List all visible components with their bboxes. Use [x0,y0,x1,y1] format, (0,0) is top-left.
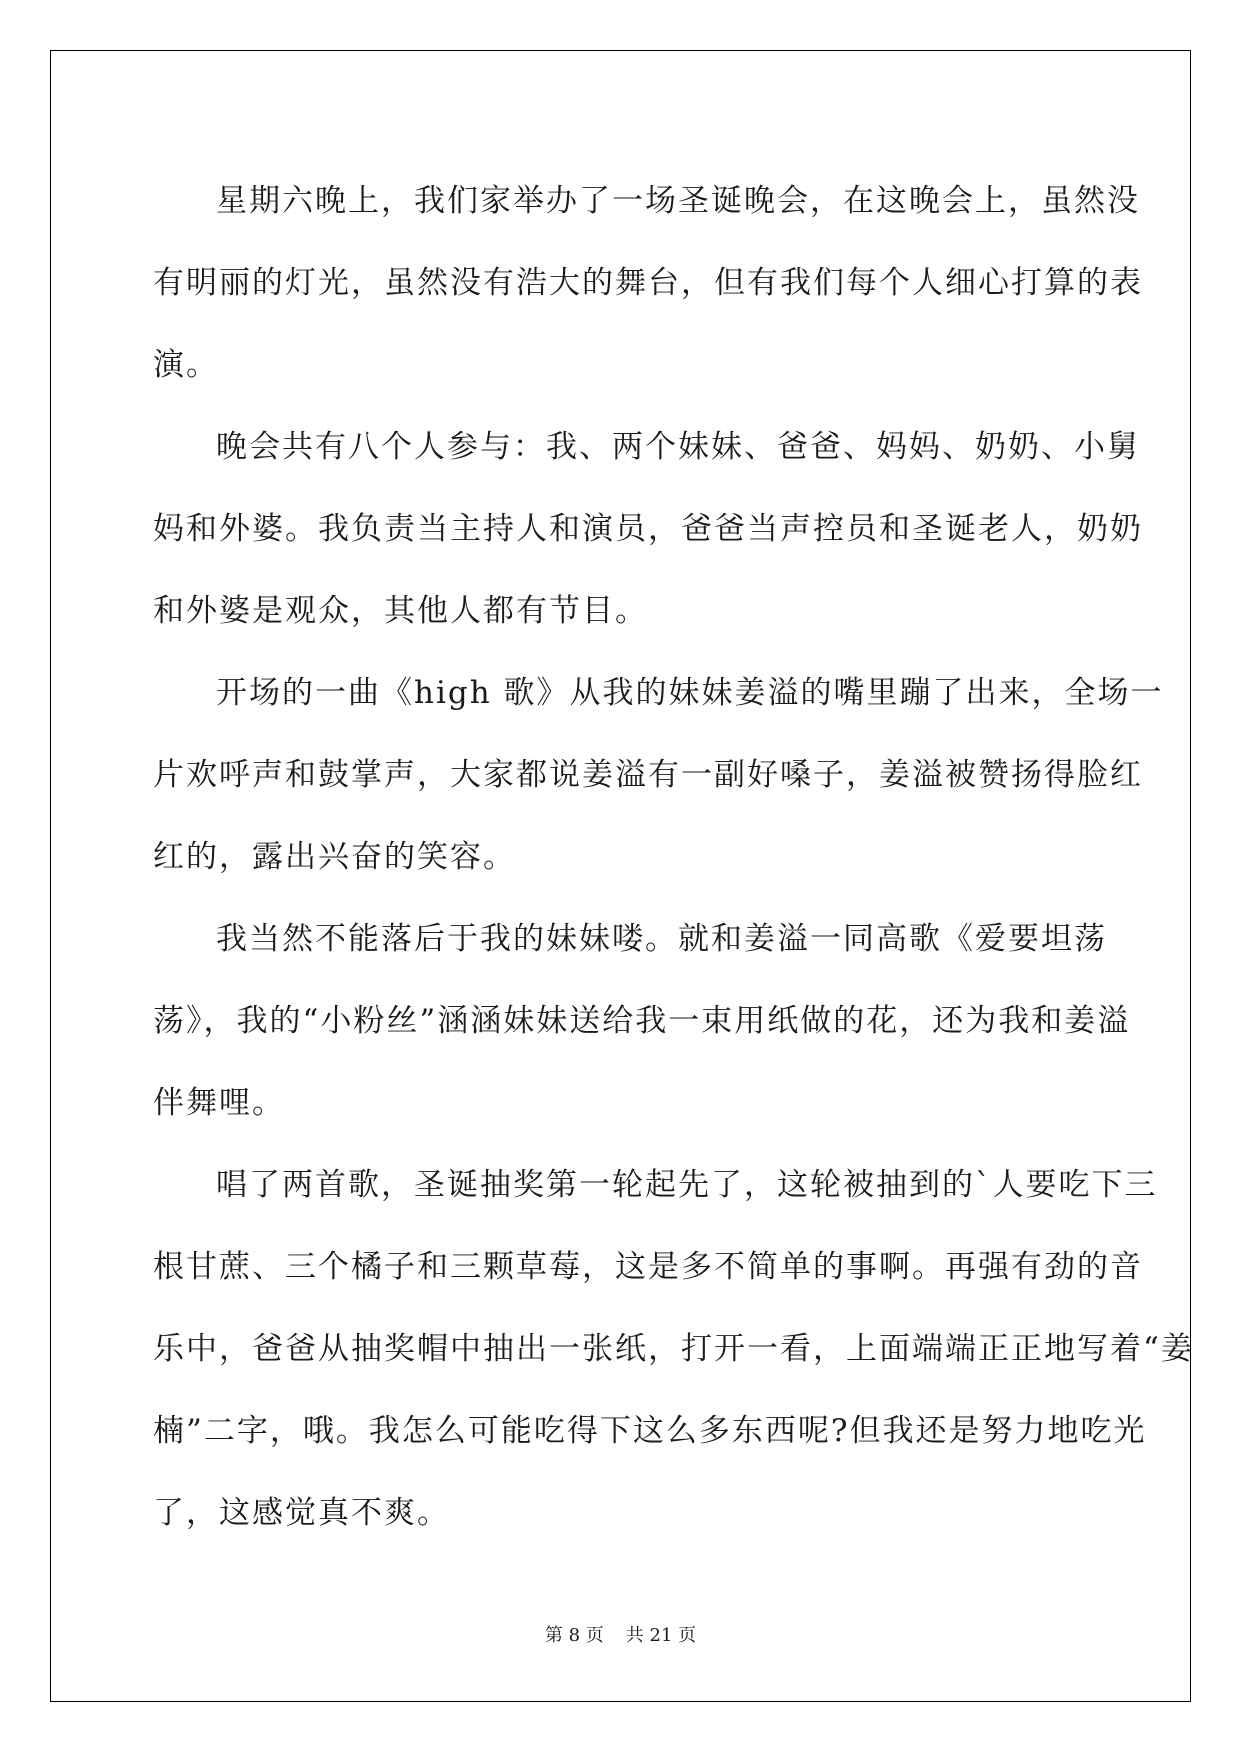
current-page-indicator: 第 8 页 [544,1625,604,1646]
text-line: 根甘蔗、三个橘子和三颗草莓，这是多不简单的事啊。再强有劲的音 [153,1249,1143,1285]
text-line: 开场的一曲《high 歌》从我的妹妹姜溢的嘴里蹦了出来，全场一 [216,675,1164,711]
text-line: 楠”二字，哦。我怎么可能吃得下这么多东西呢?但我还是努力地吃光 [153,1413,1147,1449]
paragraph-5 [153,1144,1194,1554]
text-line: 我当然不能落后于我的妹妹喽。就和姜溢一同高歌《爱要坦荡 [216,921,1107,957]
paragraph-1 [153,160,1143,406]
paragraph-3 [153,652,1164,898]
text-line: 演。 [153,347,219,383]
text-line: 星期六晚上，我们家举办了一场圣诞晚会，在这晚会上，虽然没 [216,183,1140,219]
text-line: 片欢呼声和鼓掌声，大家都说姜溢有一副好嗓子，姜溢被赞扬得脸红 [153,757,1143,793]
text-line: 乐中，爸爸从抽奖帽中抽出一张纸，打开一看，上面端端正正地写着“姜 [153,1331,1194,1367]
total-pages-indicator: 共 21 页 [625,1625,697,1646]
text-line: 伴舞哩。 [153,1085,285,1121]
text-line: 妈和外婆。我负责当主持人和演员，爸爸当声控员和圣诞老人，奶奶 [153,511,1143,547]
text-line: 晚会共有八个人参与：我、两个妹妹、爸爸、妈妈、奶奶、小舅 [216,429,1140,465]
paragraph-2 [153,406,1143,652]
page-footer [0,1625,1241,1647]
text-line: 了，这感觉真不爽。 [153,1495,450,1531]
text-line: 红的，露出兴奋的笑容。 [153,839,516,875]
paragraph-4 [153,898,1131,1144]
text-line: 和外婆是观众，其他人都有节目。 [153,593,648,629]
text-line: 唱了两首歌，圣诞抽奖第一轮起先了，这轮被抽到的`人要吃下三 [216,1167,1158,1203]
document-body [153,160,1194,1554]
text-line: 有明丽的灯光，虽然没有浩大的舞台，但有我们每个人细心打算的表 [153,265,1143,301]
text-line: 荡》，我的“小粉丝”涵涵妹妹送给我一束用纸做的花，还为我和姜溢 [153,1003,1131,1039]
